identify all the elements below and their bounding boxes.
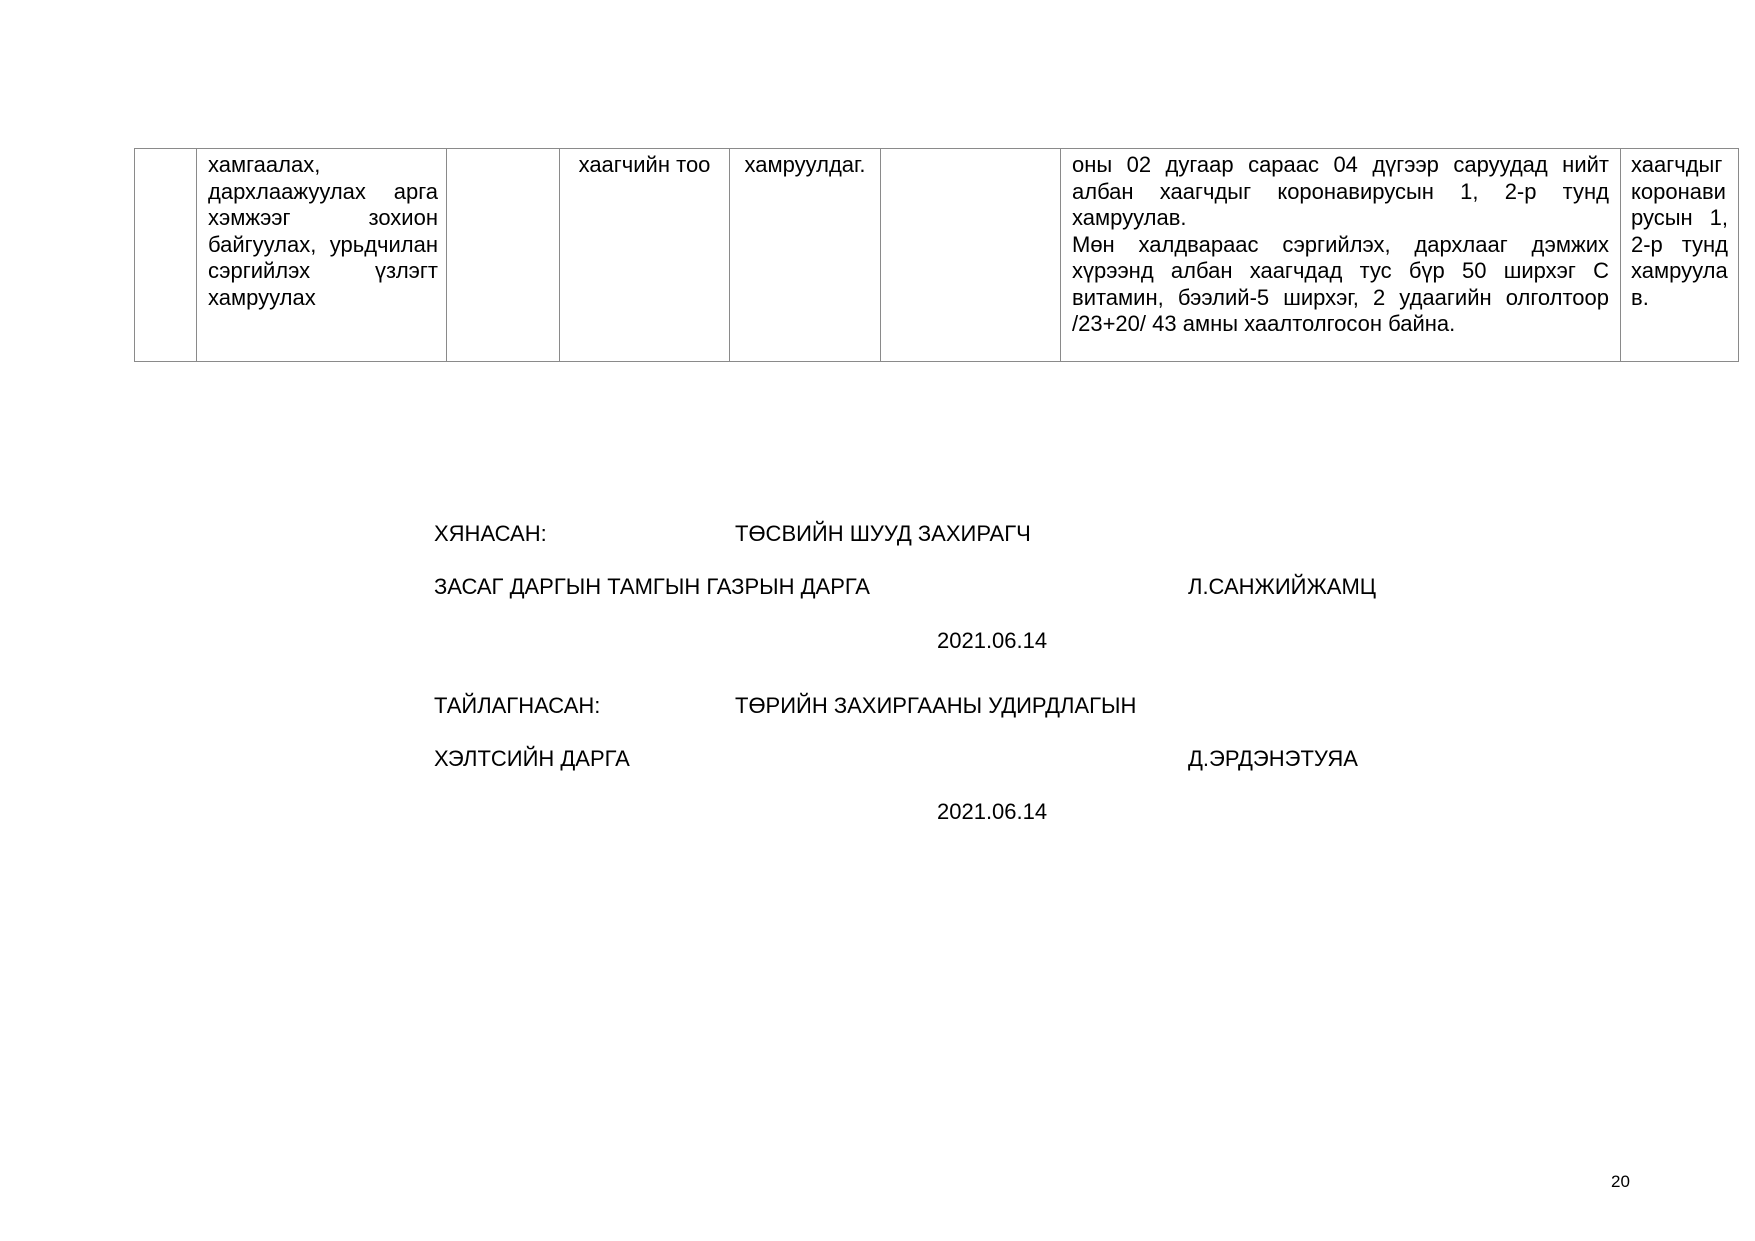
table-cell-number	[135, 149, 197, 362]
reviewed-label: ХЯНАСАН:	[434, 521, 547, 546]
reported-title-line-1: ТӨРИЙН ЗАХИРГААНЫ УДИРДЛАГЫН	[735, 693, 1137, 718]
reviewed-title-line-2: ЗАСАГ ДАРГЫН ТАМГЫН ГАЗРЫН ДАРГА	[434, 574, 870, 599]
reviewed-date: 2021.06.14	[937, 628, 1048, 653]
reviewed-signer-name: Л.САНЖИЙЖАМЦ	[1188, 574, 1377, 599]
progress-paragraph-2: Мөн халдвараас сэргийлэх, дархлааг дэмжих хүрээнд албан хаагчдад тус бүр 50 ширхэг С витамин, бээлий-5 ширхэг, 2 удаагийн олголтоор /23+20/ 43 амны хаалтолгосон байна.	[1072, 231, 1609, 336]
table-cell-indicator: хаагчийн тоо	[560, 149, 730, 362]
reported-signer-name: Д.ЭРДЭНЭТУЯА	[1188, 746, 1358, 771]
report-table	[134, 148, 1739, 362]
table-row	[135, 149, 1739, 362]
table-cell-empty	[881, 149, 1061, 362]
table-cell-activity: хамгаалах, дархлаажуулах арга хэмжээг зохион байгуулах, урьдчилан сэргийлэх үзлэгт хамруулах	[197, 149, 447, 362]
table-cell-empty	[447, 149, 560, 362]
page-number: 20	[1611, 1172, 1630, 1191]
table-cell-progress	[1061, 149, 1621, 362]
table-cell-result: хаагчдыг коронавирусын 1, 2-р тунд хамруулав.	[1621, 149, 1739, 362]
reported-title-line-2: ХЭЛТСИЙН ДАРГА	[434, 746, 630, 771]
table-cell-criterion: хамруулдаг.	[730, 149, 881, 362]
reported-date: 2021.06.14	[937, 799, 1048, 824]
reviewed-title-line-1: ТӨСВИЙН ШУУД ЗАХИРАГЧ	[735, 521, 1031, 546]
reported-label: ТАЙЛАГНАСАН:	[434, 693, 601, 718]
progress-paragraph-1: оны 02 дугаар сараас 04 дүгээр саруудад нийт албан хаагчдыг коронавирусын 1, 2-р тунд хамруулав.	[1072, 152, 1609, 230]
